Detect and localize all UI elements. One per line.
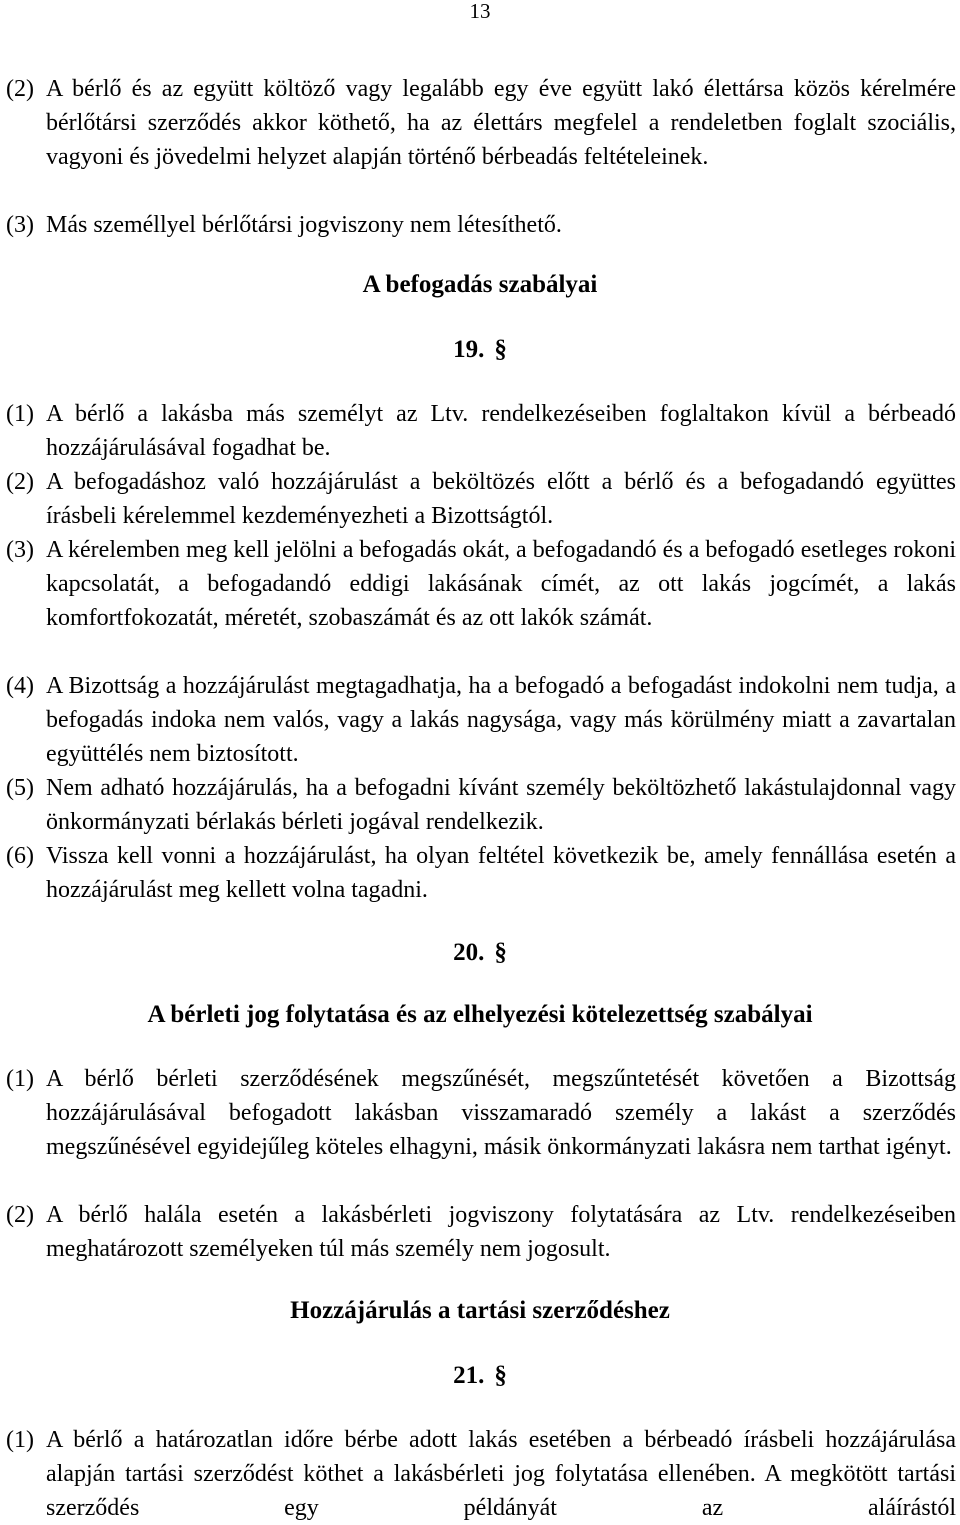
paragraph-number: (1) [6,1066,34,1092]
page-number: 13 [469,0,491,23]
paragraph-number: (2) [6,1202,34,1228]
paragraph-number: (1) [6,401,34,427]
paragraph-19-3 [6,533,956,635]
paragraph-text: Vissza kell vonni a hozzájárulást, ha olyan feltétel következik be, amely fennállása esetén a hozzájárulást meg kellett volna tagadni. [46,843,956,903]
section-number: 20. [453,939,485,966]
paragraph-number: (3) [6,212,34,238]
paragraph-19-5 [6,771,956,839]
section-number-19 [0,333,960,367]
section-number-21 [0,1359,960,1393]
paragraph-text: A Bizottság a hozzájárulást megtagadhatja, ha a befogadó a befogadást indokolni nem tudja, a befogadás indoka nem valós, vagy a lakás nagysága, vagy más körülmény miatt a zavartalan együttélés nem biztosított. [46,673,956,767]
paragraph-number: (3) [6,537,34,563]
paragraph-text: A bérlő halála esetén a lakásbérleti jogviszony folytatására az Ltv. rendelkezéseiben meghatározott személyeken túl más személy nem jogosult. [46,1202,956,1262]
paragraph-number: (4) [6,673,34,699]
section-number-20 [0,936,960,970]
paragraph-19-1 [6,397,956,465]
section-sign: § [494,1362,507,1389]
section-number: 21. [453,1362,485,1389]
paragraph-text: A kérelemben meg kell jelölni a befogadás okát, a befogadandó és a befogadó esetleges rokoni kapcsolatát, a befogadandó eddigi lakásának címét, az ott lakás jogcímét, a lakás komfortfokozatát, méretét, szobaszámát és az ott lakók számát. [46,537,956,631]
section-sign: § [494,336,507,363]
paragraph-number: (2) [6,469,34,495]
paragraph-20-1 [6,1062,956,1164]
paragraph-20-2 [6,1198,956,1266]
paragraph-number: (2) [6,76,34,102]
paragraph-text: A bérlő bérleti szerződésének megszűnését, megszűntetését követően a Bizottság hozzájárulásával befogadott lakásban visszamaradó személy a lakást a szerződés megszűnésével egyidejűleg köteles elhagyni, másik önkormányzati lakásra nem tarthat igényt. [46,1066,956,1160]
section-sign: § [494,939,507,966]
section-number: 19. [453,336,485,363]
paragraph-text: A bérlő a határozatlan időre bérbe adott lakás esetében a bérbeadó írásbeli hozzájárulása alapján tartási szerződést köthet a lakásbérleti jog folytatása ellenében. A megkötött tartási szerződés egy példányát az aláírástól [46,1427,956,1521]
section-heading-berleti-jog: A bérleti jog folytatása és az elhelyezési kötelezettség szabályai [147,1001,813,1028]
paragraph-18-2 [6,72,956,174]
paragraph-text: A befogadáshoz való hozzájárulást a beköltözés előtt a bérlő és a befogadandó együttes írásbeli kérelemmel kezdeményezheti a Bizottságtól. [46,469,956,529]
paragraph-text: Nem adható hozzájárulás, ha a befogadni kívánt személy beköltözhető lakástulajdonnal vagy önkormányzati bérlakás bérleti jogával rendelkezik. [46,775,956,835]
paragraph-19-4 [6,669,956,771]
paragraph-21-1 [6,1423,956,1525]
paragraph-text: A bérlő és az együtt költöző vagy legalább egy éve együtt lakó élettársa közös kérelmére bérlőtársi szerződés akkor köthető, ha az élettárs megfelel a rendeletben foglalt szociális, vagyoni és jövedelmi helyzet alapján történő bérbeadás feltételeinek. [46,76,956,170]
paragraph-text: Más személlyel bérlőtársi jogviszony nem létesíthető. [46,212,562,238]
section-heading-tartasi: Hozzájárulás a tartási szerződéshez [290,1297,670,1324]
section-heading-befogadas: A befogadás szabályai [362,271,598,298]
paragraph-number: (1) [6,1427,34,1453]
paragraph-text: A bérlő a lakásba más személyt az Ltv. rendelkezéseiben foglaltakon kívül a bérbeadó hozzájárulásával fogadhat be. [46,401,956,461]
paragraph-18-3 [6,208,956,242]
paragraph-19-2 [6,465,956,533]
paragraph-19-6 [6,839,956,907]
paragraph-number: (6) [6,843,34,869]
paragraph-number: (5) [6,775,34,801]
